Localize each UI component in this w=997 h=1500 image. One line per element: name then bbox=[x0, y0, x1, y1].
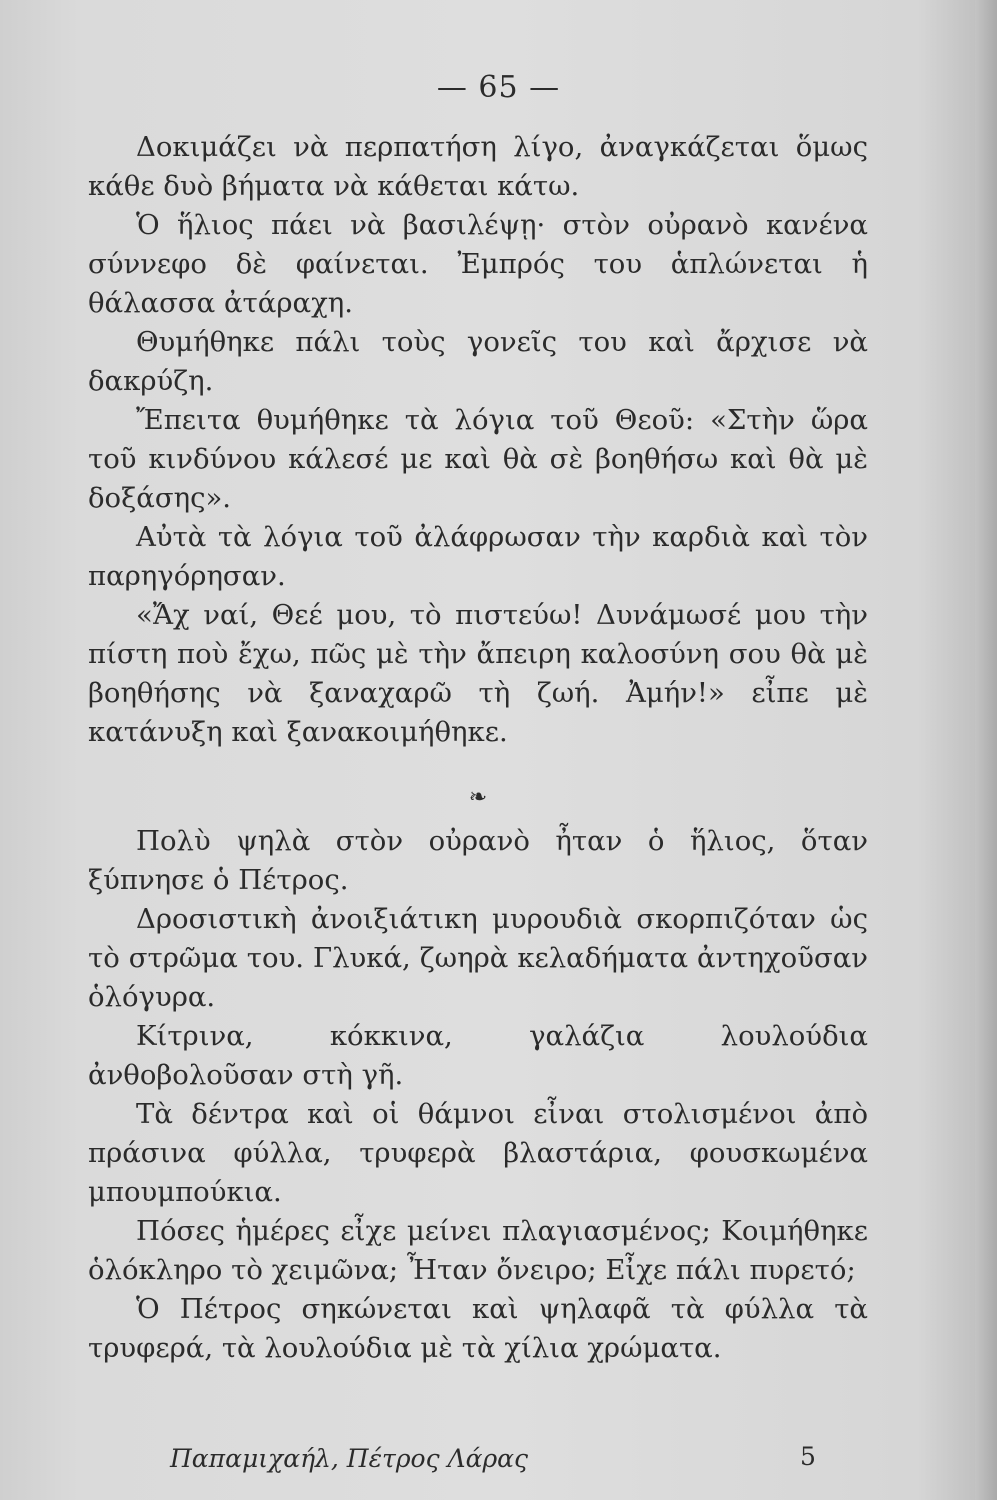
paragraph: Θυμήθηκε πάλι τοὺς γονεῖς του καὶ ἄρχισε νὰ δακρύζη. bbox=[88, 326, 868, 397]
paragraph: Ὁ ἥλιος πάει νὰ βασιλέψῃ· στὸν οὐρανὸ κανένα σύννεφο δὲ φαίνεται. Ἐμπρός του ἁπλώνεται ἡ θάλασσα ἀτάραχη. bbox=[88, 209, 868, 319]
paragraph: «Ἄχ ναί, Θεέ μου, τὸ πιστεύω! Δυνάμωσέ μου τὴν πίστη ποὺ ἔχω, πῶς μὲ τὴν ἄπειρη καλοσύνη σου θὰ μὲ βοηθήσης νὰ ξαναχαρῶ τὴ ζωή. Ἀμήν!» εἶπε μὲ κατάνυξη καὶ ξανακοιμήθηκε. bbox=[88, 599, 868, 748]
paragraph: Αὐτὰ τὰ λόγια τοῦ ἀλάφρωσαν τὴν καρδιὰ καὶ τὸν παρηγόρησαν. bbox=[88, 521, 868, 592]
page-body bbox=[88, 128, 868, 1368]
paragraph: Κίτρινα, κόκκινα, γαλάζια λουλούδια ἀνθοβολοῦσαν στὴ γῆ. bbox=[88, 1020, 868, 1091]
paragraph: Ὁ Πέτρος σηκώνεται καὶ ψηλαφᾶ τὰ φύλλα τὰ τρυφερά, τὰ λουλούδια μὲ τὰ χίλια χρώματα. bbox=[88, 1293, 868, 1364]
signature-mark: 5 bbox=[800, 1442, 816, 1471]
page-number: — 65 — bbox=[436, 70, 561, 105]
paragraph: Δροσιστικὴ ἀνοιξιάτικη μυρουδιὰ σκορπιζόταν ὡς τὸ στρῶμα του. Γλυκά, ζωηρὰ κελαδήματα ἀντηχοῦσαν ὁλόγυρα. bbox=[88, 903, 868, 1013]
page-edge-shadow bbox=[975, 0, 997, 1500]
paragraph: Τὰ δέντρα καὶ οἱ θάμνοι εἶναι στολισμένοι ἀπὸ πράσινα φύλλα, τρυφερὰ βλαστάρια, φουσκωμένα μπουμπούκια. bbox=[88, 1098, 868, 1208]
paragraph: Πόσες ἡμέρες εἶχε μείνει πλαγιασμένος; Κοιμήθηκε ὁλόκληρο τὸ χειμῶνα; Ἦταν ὄνειρο; Εἶχε πάλι πυρετό; bbox=[88, 1215, 868, 1286]
paragraph: Δοκιμάζει νὰ περπατήση λίγο, ἀναγκάζεται ὅμως κάθε δυὸ βήματα νὰ κάθεται κάτω. bbox=[88, 131, 868, 202]
paragraph: Ἔπειτα θυμήθηκε τὰ λόγια τοῦ Θεοῦ: «Στὴν ὥρα τοῦ κινδύνου κάλεσέ με καὶ θὰ σὲ βοηθήσω καὶ θὰ μὲ δοξάσης». bbox=[88, 404, 868, 514]
footer-author-title: Παπαμιχαήλ, Πέτρος Λάρας bbox=[170, 1444, 529, 1473]
section-ornament-icon: ❧ bbox=[468, 785, 488, 810]
paragraph: Πολὺ ψηλὰ στὸν οὐρανὸ ἦταν ὁ ἥλιος, ὅταν ξύπνησε ὁ Πέτρος. bbox=[88, 825, 868, 896]
